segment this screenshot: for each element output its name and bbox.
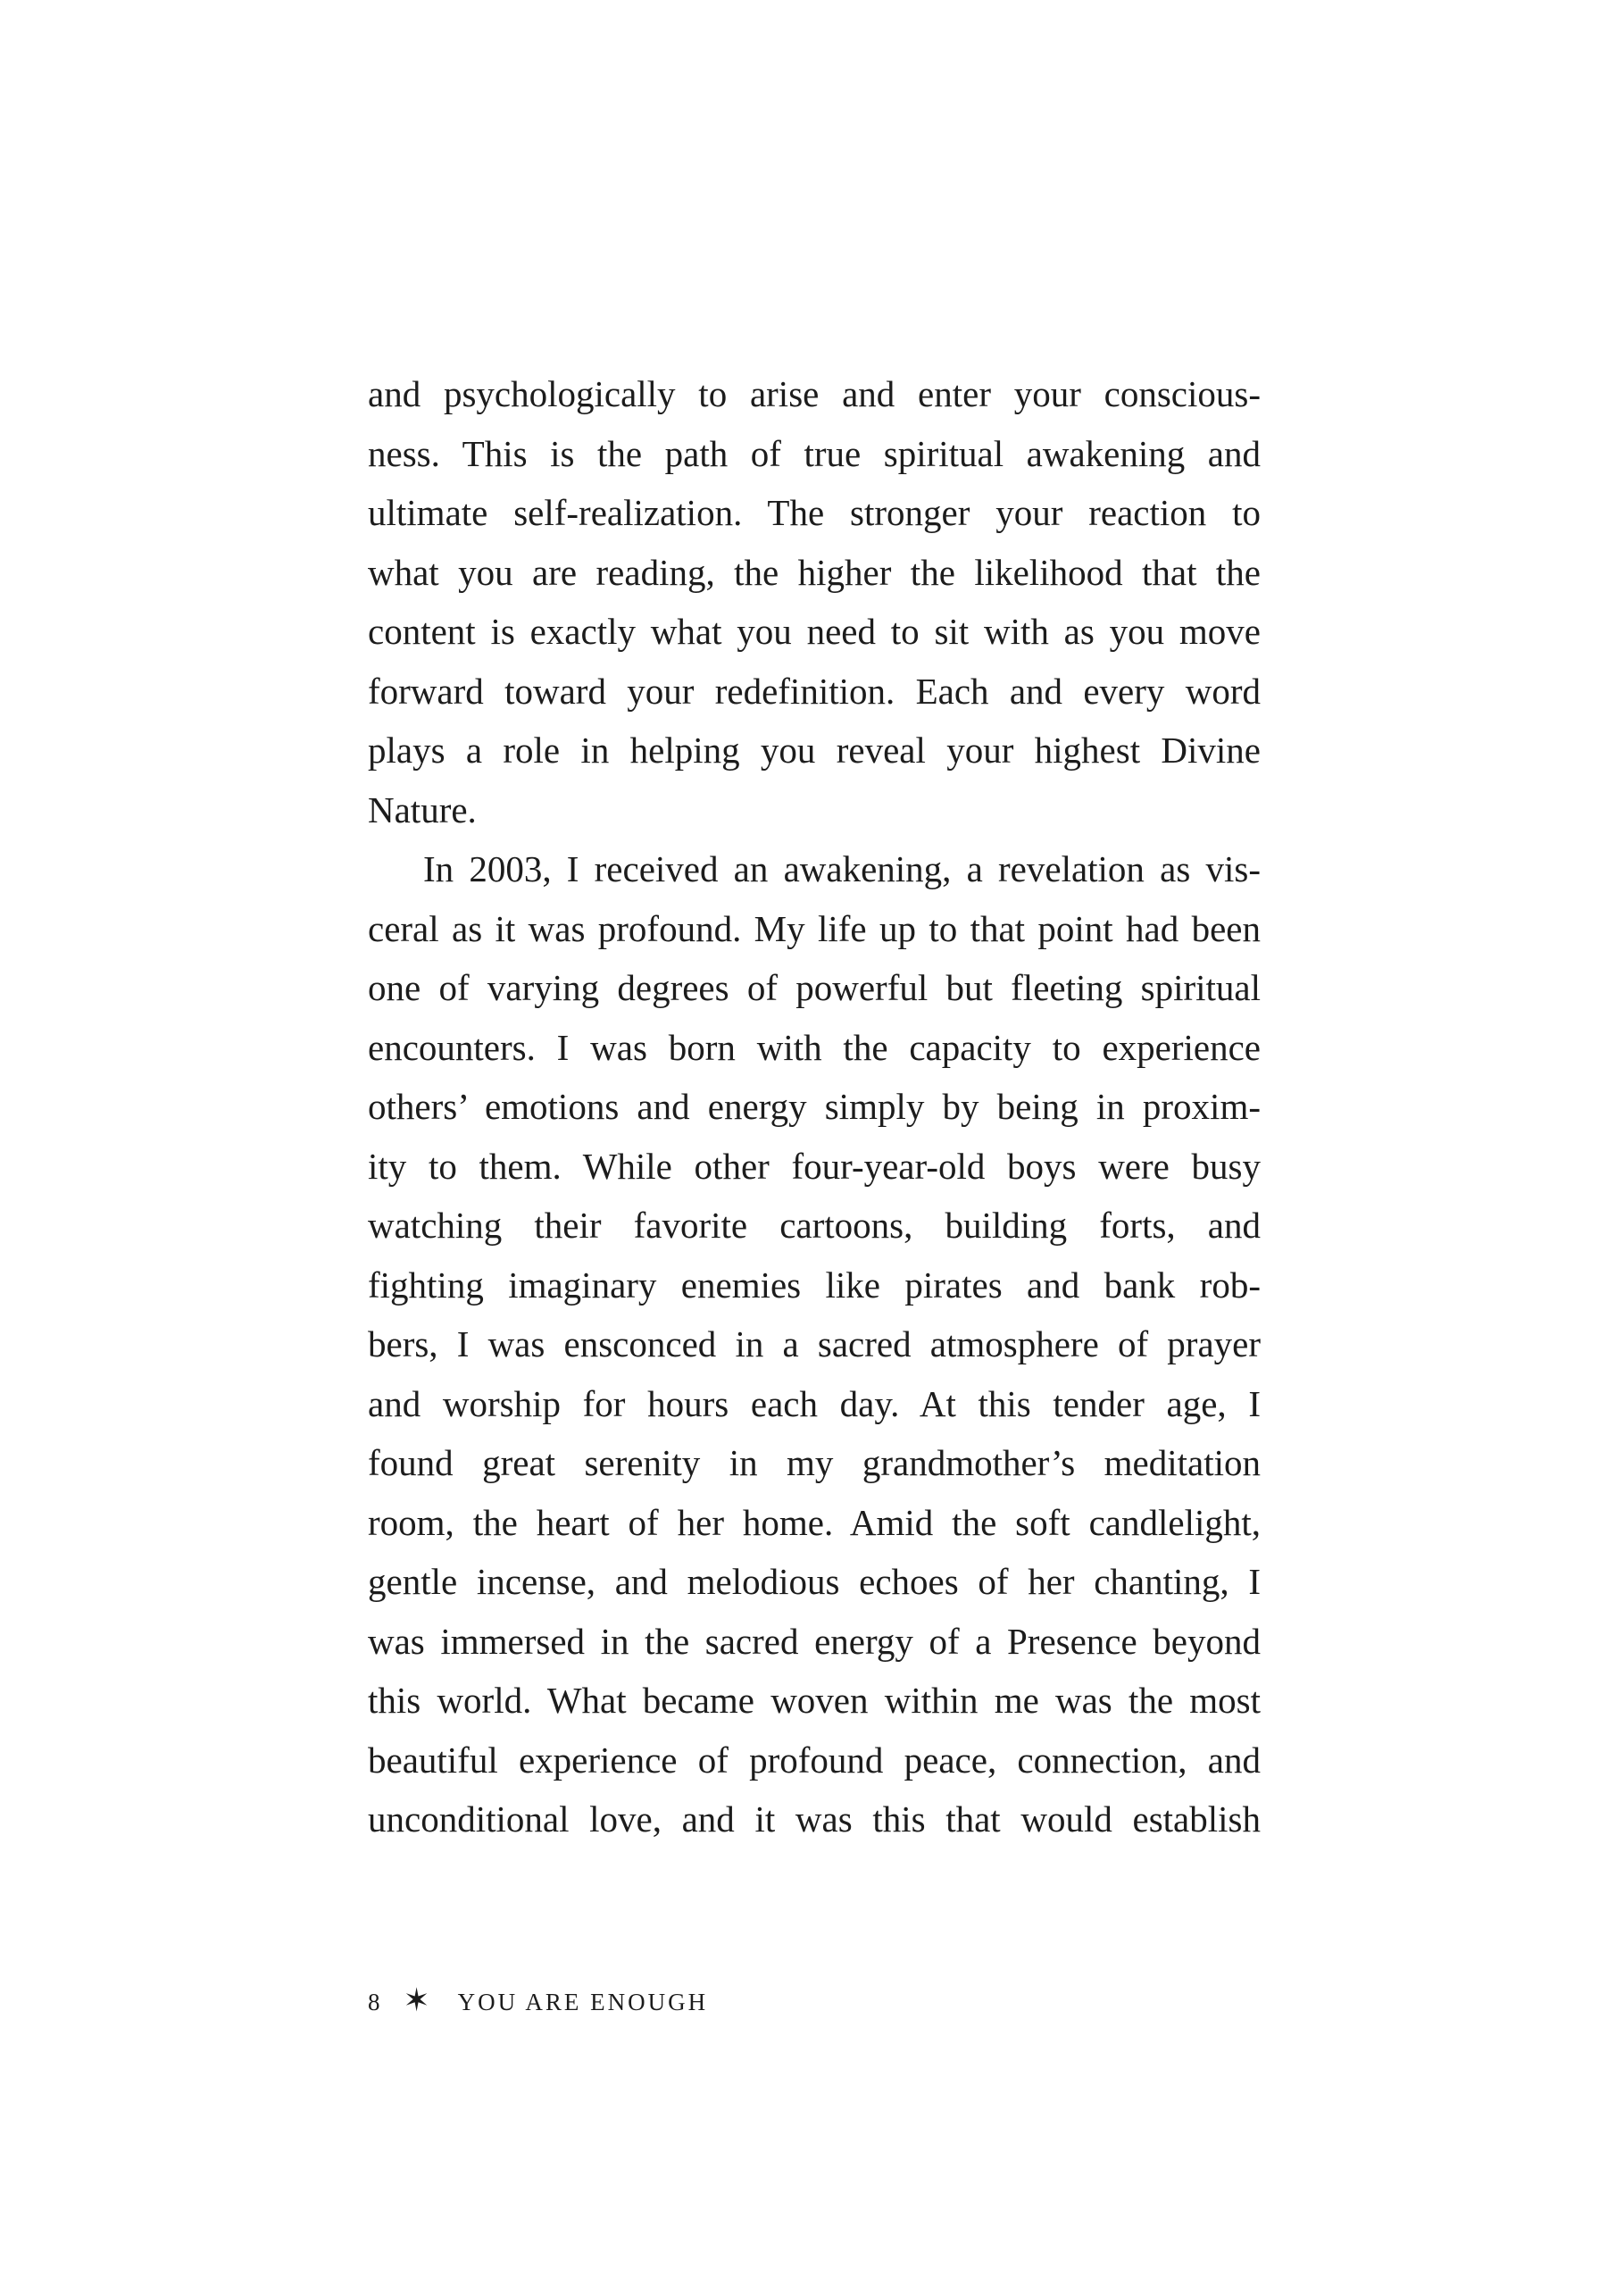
text-line: forward toward your redefinition. Each and every word — [368, 670, 1261, 712]
text-line: gentle incense, and melodious echoes of her chanting, I — [368, 1561, 1261, 1602]
text-line: bers, I was ensconced in a sacred atmosphere of prayer — [368, 1323, 1261, 1364]
text-line: encounters. I was born with the capacity to experience — [368, 1026, 1261, 1068]
text-line: content is exactly what you need to sit with as you move — [368, 611, 1261, 652]
paragraph — [368, 839, 1261, 1849]
text-line: and worship for hours each day. At this tender age, I — [368, 1382, 1261, 1424]
text-line: unconditional love, and it was this that would establish — [368, 1798, 1261, 1840]
text-line: this world. What became woven within me was the most — [368, 1680, 1261, 1721]
text-line: plays a role in helping you reveal your highest Divine — [368, 730, 1261, 771]
text-line: beautiful experience of profound peace, connection, and — [368, 1739, 1261, 1781]
page-number: 8 — [368, 1988, 380, 2015]
text-line: ultimate self-realization. The stronger your reaction to — [368, 492, 1261, 533]
text-line: ness. This is the path of true spiritual awakening and — [368, 432, 1261, 474]
text-line: fighting imaginary enemies like pirates and bank rob- — [368, 1264, 1261, 1306]
body-text — [368, 364, 1261, 1849]
text-line: ity to them. While other four-year-old boys were busy — [368, 1145, 1261, 1187]
running-footer — [368, 1982, 708, 2022]
text-line: watching their favorite cartoons, building forts, and — [368, 1205, 1261, 1246]
text-line: found great serenity in my grandmother’s meditation — [368, 1442, 1261, 1483]
text-line: room, the heart of her home. Amid the soft candlelight, — [368, 1501, 1261, 1543]
text-line: was immersed in the sacred energy of a Presence beyond — [368, 1620, 1261, 1662]
text-line: In 2003, I received an awakening, a revelation as vis- — [423, 848, 1261, 889]
star-icon: ✶ — [403, 1982, 433, 2018]
text-line: what you are reading, the higher the likelihood that the — [368, 551, 1261, 593]
paragraph — [368, 364, 1261, 839]
text-line: Nature. — [368, 788, 477, 830]
text-line: one of varying degrees of powerful but fleeting spiritual — [368, 967, 1261, 1008]
text-line: ceral as it was profound. My life up to that point had been — [368, 907, 1261, 949]
running-title: YOU ARE ENOUGH — [457, 1988, 709, 2015]
text-line: and psychologically to arise and enter your conscious- — [368, 373, 1261, 414]
text-line: others’ emotions and energy simply by being in proxim- — [368, 1086, 1261, 1127]
